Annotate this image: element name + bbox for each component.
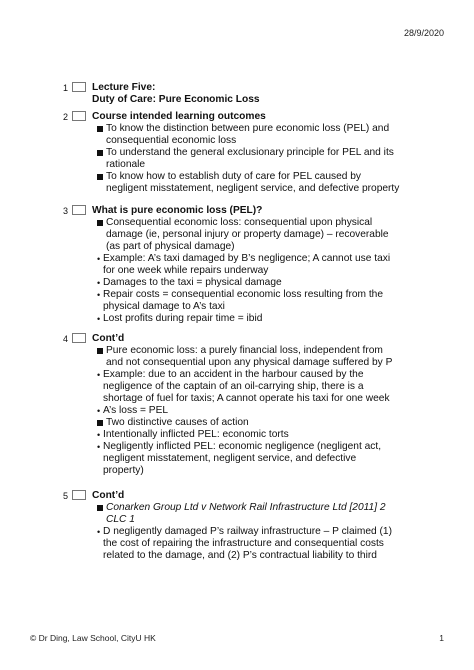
square-bullet-item xyxy=(97,123,410,147)
slide-number: 3 xyxy=(62,206,68,216)
bullet-list xyxy=(97,217,410,325)
bullet-text-line: • Lost profits during repair time = ibid xyxy=(103,313,263,324)
bullet-text-line: • D negligently damaged P’s railway infrastructure – P claimed (1) xyxy=(103,526,392,537)
bullet-text-line: To know how to establish duty of care for PEL caused by xyxy=(106,171,362,182)
square-bullet-item xyxy=(97,502,410,526)
bullet-text-line: CLC 1 xyxy=(106,514,135,525)
slide-marker xyxy=(62,205,92,216)
slide-heading xyxy=(62,111,410,123)
bullet-text-line: the cost of repairing the infrastructure and consequential costs xyxy=(103,538,384,549)
slide-number: 5 xyxy=(62,491,68,501)
square-bullet-item xyxy=(97,417,410,429)
slide-marker xyxy=(62,333,92,344)
bullet-text-line: (as part of physical damage) xyxy=(106,241,235,252)
square-bullet-item xyxy=(97,147,410,171)
slide-heading xyxy=(62,333,410,345)
bullet-text-line: • Negligently inflicted PEL: economic negligence (negligent act, xyxy=(103,441,382,452)
bullet-text-line: consequential economic loss xyxy=(106,135,237,146)
slide-thumbnail-icon xyxy=(72,490,86,500)
slide-title-line: Cont’d xyxy=(92,490,125,501)
slide-thumbnail-icon xyxy=(72,205,86,215)
footer-page-number: 1 xyxy=(439,633,444,643)
bullet-text-line: • Example: due to an accident in the harbour caused by the xyxy=(103,369,364,380)
slide-title xyxy=(92,490,124,502)
slide-number: 2 xyxy=(62,112,68,122)
dot-bullet-item xyxy=(97,429,410,441)
bullet-text-line: Consequential economic loss: consequential upon physical xyxy=(106,217,373,228)
slide-thumbnail-icon xyxy=(72,111,86,121)
bullet-text-line: negligent misstatement, negligent service, and defective xyxy=(103,453,357,464)
slide-marker xyxy=(62,82,92,93)
bullet-text-line: related to the damage, and (2) P’s contractual liability to third xyxy=(103,550,377,561)
bullet-text-line: • A’s loss = PEL xyxy=(103,405,169,416)
bullet-text-line: rationale xyxy=(106,159,146,170)
square-bullet-item xyxy=(97,345,410,369)
dot-bullet-item xyxy=(97,253,410,277)
square-bullet-item xyxy=(97,171,410,195)
dot-bullet-item xyxy=(97,289,410,313)
dot-bullet-item xyxy=(97,441,410,477)
slide-1 xyxy=(62,82,410,106)
bullet-text-line: To know the distinction between pure economic loss (PEL) and xyxy=(106,123,390,134)
slide-title-line: Course intended learning outcomes xyxy=(92,111,266,122)
slide-marker xyxy=(62,490,92,501)
bullet-text-line: • Damages to the taxi = physical damage xyxy=(103,277,282,288)
bullet-text-line: negligent misstatement, negligent service, and defective property xyxy=(106,183,400,194)
bullet-text-line: Two distinctive causes of action xyxy=(106,417,249,428)
bullet-text-line: • Intentionally inflicted PEL: economic torts xyxy=(103,429,289,440)
dot-bullet-item xyxy=(97,277,410,289)
header-date: 28/9/2020 xyxy=(403,28,444,38)
slide-title xyxy=(92,333,124,345)
slide-heading xyxy=(62,490,410,502)
slide-title-line: What is pure economic loss (PEL)? xyxy=(92,205,263,216)
slide-3 xyxy=(62,205,410,325)
bullet-text-line: physical damage to A’s taxi xyxy=(103,301,225,312)
slide-title-line: Lecture Five: xyxy=(92,82,156,93)
slide-2 xyxy=(62,111,410,195)
bullet-text-line: Pure economic loss: a purely financial loss, independent from xyxy=(106,345,383,356)
slide-5 xyxy=(62,490,410,562)
bullet-text-line: shortage of fuel for taxis; A cannot operate his taxi for one week xyxy=(103,393,390,404)
slide-4 xyxy=(62,333,410,477)
slide-title xyxy=(92,205,262,217)
footer-copyright: © Dr Ding, Law School, CityU HK xyxy=(30,633,156,643)
bullet-text-line: negligence of the captain of an oil-carrying ship, there is a xyxy=(103,381,364,392)
bullet-text-line: • Repair costs = consequential economic loss resulting from the xyxy=(103,289,384,300)
dot-bullet-item xyxy=(97,405,410,417)
slide-heading xyxy=(62,205,410,217)
slide-heading xyxy=(62,82,410,106)
slide-title xyxy=(92,82,260,106)
bullet-list xyxy=(97,502,410,562)
square-bullet-item xyxy=(97,217,410,253)
bullet-list xyxy=(97,345,410,477)
slide-title-line: Duty of Care: Pure Economic Loss xyxy=(92,94,260,105)
bullet-text-line: for one week while repairs underway xyxy=(103,265,269,276)
dot-bullet-item xyxy=(97,313,410,325)
slide-thumbnail-icon xyxy=(72,82,86,92)
slide-thumbnail-icon xyxy=(72,333,86,343)
bullet-text-line: property) xyxy=(103,465,144,476)
bullet-text-line: Conarken Group Ltd v Network Rail Infrastructure Ltd [2011] 2 xyxy=(106,502,386,513)
slide-title xyxy=(92,111,266,123)
bullet-list xyxy=(97,123,410,195)
bullet-text-line: damage (ie, personal injury or property damage) – recoverable xyxy=(106,229,389,240)
bullet-text-line: To understand the general exclusionary principle for PEL and its xyxy=(106,147,394,158)
slide-number: 1 xyxy=(62,83,68,93)
bullet-text-line: • Example: A’s taxi damaged by B’s negligence; A cannot use taxi xyxy=(103,253,391,264)
slide-number: 4 xyxy=(62,334,68,344)
bullet-text-line: and not consequential upon any physical damage suffered by P xyxy=(106,357,393,368)
slide-title-line: Cont’d xyxy=(92,333,125,344)
slide-marker xyxy=(62,111,92,122)
dot-bullet-item xyxy=(97,526,410,562)
dot-bullet-item xyxy=(97,369,410,405)
